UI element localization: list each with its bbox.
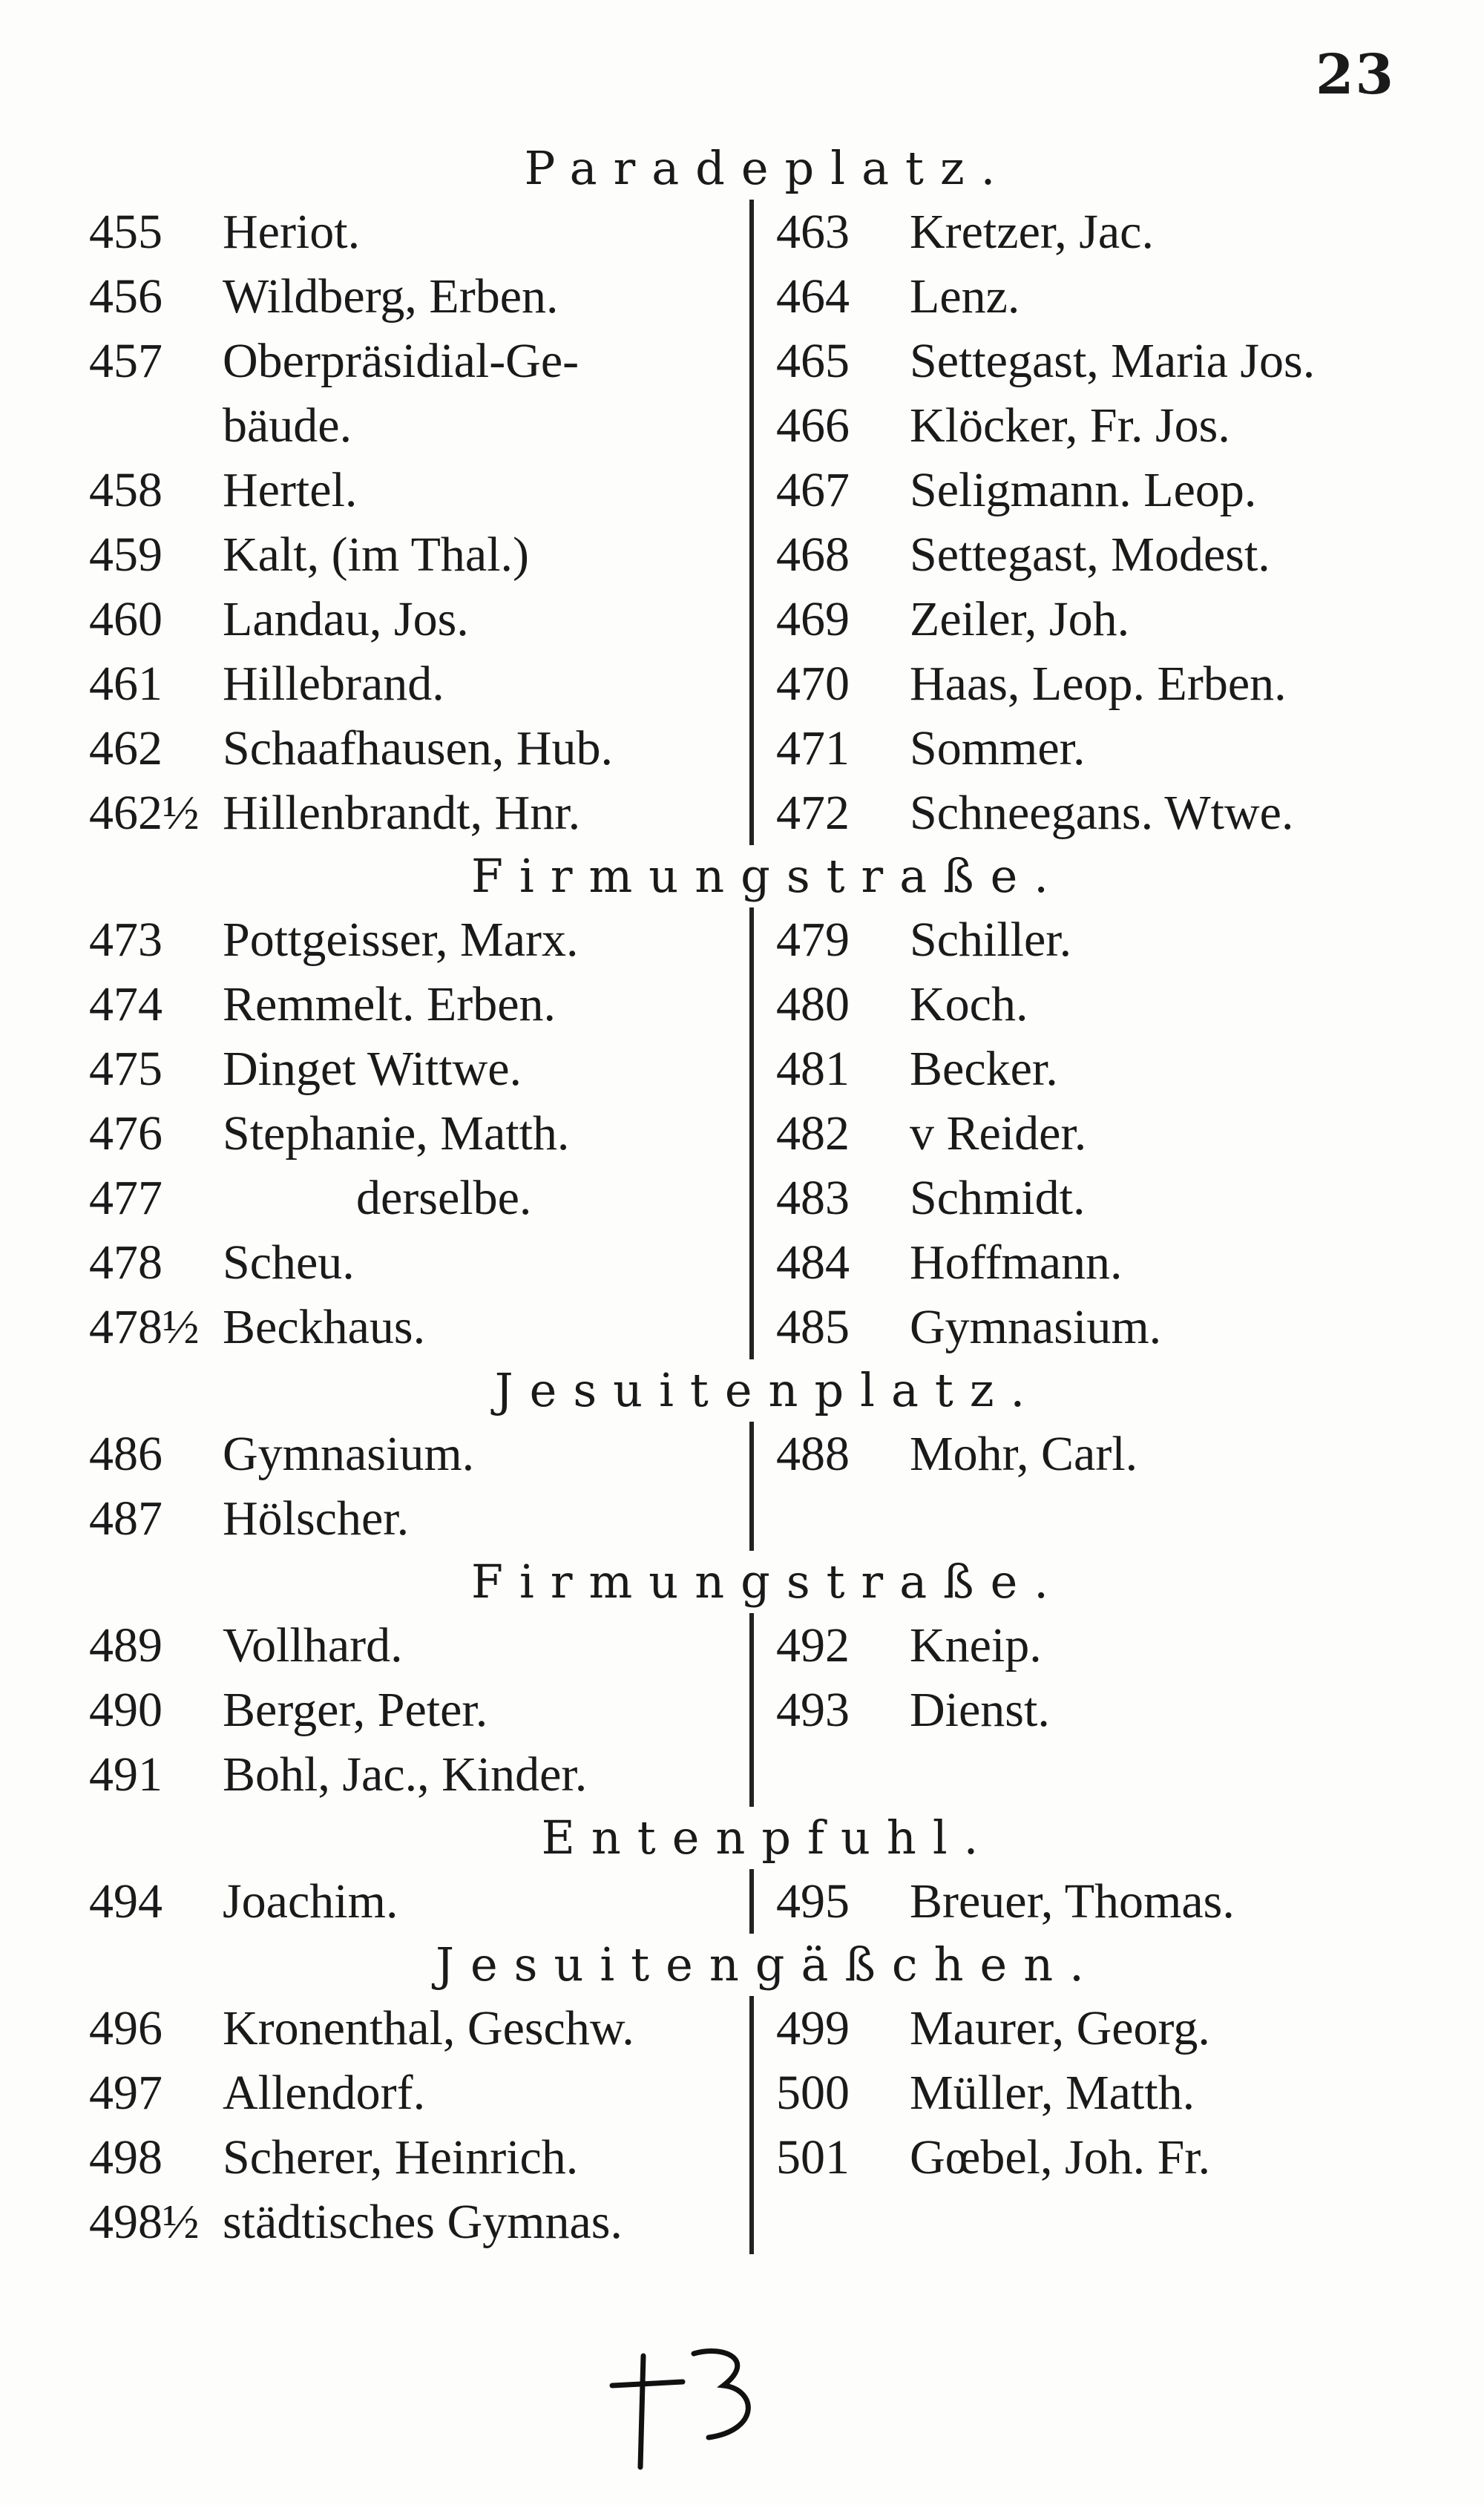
resident-name: städtisches Gymnas. [223, 2195, 623, 2249]
house-number: 497 [89, 2066, 162, 2120]
house-number: 466 [776, 398, 850, 453]
resident-name: Koch. [910, 977, 1028, 1031]
house-entry [776, 2061, 1417, 2125]
house-entry [776, 972, 1417, 1037]
house-number: 455 [89, 205, 162, 259]
house-number: 496 [89, 2001, 162, 2055]
house-number: 457 [89, 334, 162, 388]
street-heading: Paradeplatz. [524, 141, 1012, 195]
house-number: 491 [89, 1747, 162, 1802]
house-entry [89, 522, 749, 587]
house-entry [776, 1037, 1417, 1101]
house-entry [776, 1295, 1417, 1359]
house-entry [776, 587, 1417, 651]
street-section [89, 845, 1417, 1359]
house-entry [776, 1166, 1417, 1230]
resident-name: Dienst. [910, 1683, 1050, 1737]
house-number: 482 [776, 1106, 850, 1160]
resident-name: Hillenbrandt, Hnr. [223, 786, 581, 840]
house-number: 460 [89, 592, 162, 646]
column-divider [749, 1869, 754, 1934]
house-number: 484 [776, 1235, 850, 1290]
house-entry [776, 1613, 1417, 1678]
house-entry [89, 1742, 749, 1807]
resident-name: Kronenthal, Geschw. [223, 2001, 634, 2055]
resident-name: Bohl, Jac., Kinder. [223, 1747, 588, 1802]
house-number: 483 [776, 1171, 850, 1225]
left-column [89, 1996, 749, 2254]
street-section [89, 1551, 1417, 1807]
house-number: 500 [776, 2066, 850, 2120]
resident-name: Schmidt. [910, 1171, 1086, 1225]
house-entry [776, 393, 1417, 458]
resident-name: Kretzer, Jac. [910, 205, 1154, 259]
resident-name: Haas, Leop. Erben. [910, 657, 1287, 711]
house-entry [776, 651, 1417, 716]
house-number [776, 1742, 910, 1807]
house-number: 480 [776, 977, 850, 1031]
house-number: 472 [776, 786, 850, 840]
street-heading: Firmungstraße. [471, 1554, 1065, 1609]
resident-name: v Reider. [910, 1106, 1087, 1160]
resident-name: bäude. [223, 398, 352, 453]
resident-name: Seligmann. Leop. [910, 463, 1257, 517]
house-entry [776, 329, 1417, 393]
house-number: 490 [89, 1683, 162, 1737]
house-number [776, 1486, 910, 1551]
street-section [89, 1934, 1417, 2254]
house-number: 487 [89, 1491, 162, 1546]
house-number: 499 [776, 2001, 850, 2055]
house-entry [776, 522, 1417, 587]
resident-name: Vollhard. [223, 1618, 403, 1672]
house-entry [89, 329, 749, 393]
house-entry [776, 1678, 1417, 1742]
street-section [89, 1807, 1417, 1934]
resident-name: Scherer, Heinrich. [223, 2130, 579, 2184]
house-number: 468 [776, 528, 850, 582]
resident-name: Zeiler, Joh. [910, 592, 1130, 646]
house-entry [776, 907, 1417, 972]
house-number: 465 [776, 334, 850, 388]
house-entry [89, 907, 749, 972]
house-entry [89, 716, 749, 781]
resident-name: Pottgeisser, Marx. [223, 913, 579, 967]
entry-columns [89, 1422, 1417, 1551]
street-heading: Entenpfuhl. [541, 1810, 995, 1865]
resident-name: Breuer, Thomas. [910, 1874, 1235, 1928]
house-number: 485 [776, 1300, 850, 1354]
resident-name: Sommer. [910, 721, 1086, 775]
house-entry [776, 1996, 1417, 2061]
entry-columns [89, 1613, 1417, 1807]
entry-columns [89, 1869, 1417, 1934]
house-number: 494 [89, 1874, 162, 1928]
house-entry [89, 781, 749, 845]
house-entry [89, 1678, 749, 1742]
resident-name: derselbe. [356, 1171, 532, 1225]
house-entry [776, 716, 1417, 781]
house-entry [776, 2125, 1417, 2190]
column-divider [749, 1422, 754, 1551]
house-entry [776, 2190, 1417, 2254]
left-column [89, 200, 749, 845]
page-number: 23 [1316, 43, 1395, 107]
entry-columns [89, 200, 1417, 845]
house-entry [89, 1869, 749, 1934]
resident-name: Scheu. [223, 1235, 355, 1290]
house-number: 493 [776, 1683, 850, 1737]
house-number: 478½ [89, 1300, 200, 1354]
house-entry [89, 458, 749, 522]
resident-name: Joachim. [223, 1874, 398, 1928]
column-divider [749, 907, 754, 1359]
house-number: 476 [89, 1106, 162, 1160]
house-entry [776, 1230, 1417, 1295]
house-number: 486 [89, 1427, 162, 1481]
handwritten-mark [597, 2345, 768, 2471]
resident-name: Hölscher. [223, 1491, 410, 1546]
street-heading: Jesuitengäßchen. [436, 1937, 1100, 1992]
house-number: 462½ [89, 786, 200, 840]
house-number: 479 [776, 913, 850, 967]
house-entry [776, 1869, 1417, 1934]
house-number: 495 [776, 1874, 850, 1928]
house-entry [776, 1101, 1417, 1166]
entry-columns [89, 1996, 1417, 2254]
street-heading: Jesuitenplatz. [494, 1363, 1042, 1417]
house-number: 470 [776, 657, 850, 711]
street-section [89, 137, 1417, 845]
house-number: 473 [89, 913, 162, 967]
resident-name: Mohr, Carl. [910, 1427, 1138, 1481]
house-entry [89, 972, 749, 1037]
house-number: 462 [89, 721, 162, 775]
resident-name: Oberpräsidial-Ge- [223, 334, 580, 388]
house-number: 461 [89, 657, 162, 711]
right-column [761, 907, 1417, 1359]
house-number: 459 [89, 528, 162, 582]
house-number: 498 [89, 2130, 162, 2184]
street-heading: Firmungstraße. [471, 849, 1065, 903]
resident-name: Gœbel, Joh. Fr. [910, 2130, 1211, 2184]
house-number: 478 [89, 1235, 162, 1290]
house-number [776, 2190, 910, 2254]
directory-content [89, 137, 1417, 2254]
house-entry [89, 1422, 749, 1486]
resident-name: Settegast, Maria Jos. [910, 334, 1316, 388]
house-entry [776, 1486, 1417, 1551]
resident-name: Settegast, Modest. [910, 528, 1270, 582]
resident-name: Becker. [910, 1042, 1058, 1096]
resident-name: Schaafhausen, Hub. [223, 721, 614, 775]
house-entry [89, 2190, 749, 2254]
resident-name: Dinget Wittwe. [223, 1042, 522, 1096]
house-entry [776, 264, 1417, 329]
resident-name: Wildberg, Erben. [223, 269, 559, 324]
house-entry [89, 2125, 749, 2190]
left-column [89, 907, 749, 1359]
resident-name: Remmelt. Erben. [223, 977, 556, 1031]
resident-name: Gymnasium. [910, 1300, 1162, 1354]
house-number: 498½ [89, 2195, 200, 2249]
house-entry [89, 1101, 749, 1166]
house-entry [776, 458, 1417, 522]
house-entry [89, 1613, 749, 1678]
resident-name: Kneip. [910, 1618, 1042, 1672]
resident-name: Lenz. [910, 269, 1020, 324]
resident-name: Kalt, (im Thal.) [223, 528, 530, 582]
house-entry [89, 1230, 749, 1295]
resident-name: Schneegans. Wtwe. [910, 786, 1294, 840]
house-entry [89, 1166, 749, 1230]
right-column [761, 1996, 1417, 2254]
house-entry [776, 1742, 1417, 1807]
resident-name: Hillebrand. [223, 657, 444, 711]
left-column [89, 1422, 749, 1551]
column-divider [749, 1613, 754, 1807]
resident-name: Stephanie, Matth. [223, 1106, 570, 1160]
column-divider [749, 1996, 754, 2254]
house-entry [89, 264, 749, 329]
resident-name: Müller, Matth. [910, 2066, 1195, 2120]
column-divider [749, 200, 754, 845]
house-number: 471 [776, 721, 850, 775]
house-entry [89, 1037, 749, 1101]
house-number: 464 [776, 269, 850, 324]
resident-name: Berger, Peter. [223, 1683, 488, 1737]
house-entry [776, 781, 1417, 845]
resident-name: Hoffmann. [910, 1235, 1123, 1290]
resident-name: Heriot. [223, 205, 361, 259]
house-number: 481 [776, 1042, 850, 1096]
house-entry [89, 1295, 749, 1359]
right-column [761, 1869, 1417, 1934]
right-column [761, 200, 1417, 845]
house-entry [776, 1422, 1417, 1486]
house-entry [89, 587, 749, 651]
entry-columns [89, 907, 1417, 1359]
house-number: 477 [89, 1171, 162, 1225]
left-column [89, 1869, 749, 1934]
house-number: 469 [776, 592, 850, 646]
house-entry [776, 200, 1417, 264]
resident-name: Landau, Jos. [223, 592, 469, 646]
right-column [761, 1613, 1417, 1807]
resident-name: Beckhaus. [223, 1300, 426, 1354]
house-number: 475 [89, 1042, 162, 1096]
house-number: 492 [776, 1618, 850, 1672]
house-number: 501 [776, 2130, 850, 2184]
resident-name: Maurer, Georg. [910, 2001, 1210, 2055]
house-number: 463 [776, 205, 850, 259]
resident-name: Gymnasium. [223, 1427, 475, 1481]
resident-name: Hertel. [223, 463, 358, 517]
left-column [89, 1613, 749, 1807]
house-number: 489 [89, 1618, 162, 1672]
house-number: 458 [89, 463, 162, 517]
resident-name: Schiller. [910, 913, 1072, 967]
house-entry [89, 1486, 749, 1551]
house-number: 456 [89, 269, 162, 324]
house-entry [89, 651, 749, 716]
house-entry [89, 393, 749, 458]
house-number: 474 [89, 977, 162, 1031]
house-number: 488 [776, 1427, 850, 1481]
resident-name: Allendorf. [223, 2066, 426, 2120]
house-number: 467 [776, 463, 850, 517]
house-entry [89, 200, 749, 264]
resident-name: Klöcker, Fr. Jos. [910, 398, 1230, 453]
house-entry [89, 2061, 749, 2125]
street-section [89, 1359, 1417, 1551]
house-entry [89, 1996, 749, 2061]
right-column [761, 1422, 1417, 1551]
